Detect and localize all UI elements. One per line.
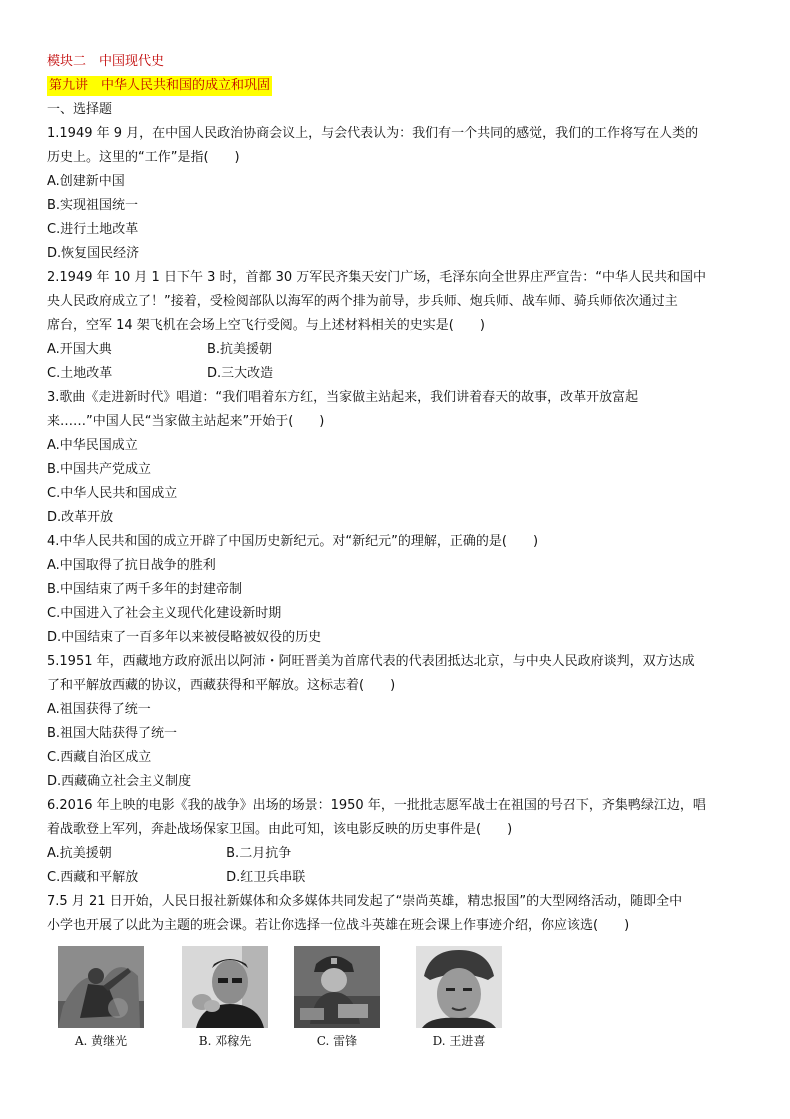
option-row: [47, 842, 747, 866]
option-c: C.进行土地改革: [47, 222, 139, 237]
photo-d: [416, 946, 502, 1028]
photo-a: [58, 946, 144, 1028]
question-stem-line: 5.1951 年，西藏地方政府派出以阿沛・阿旺晋美为首席代表的代表团抵达北京，与中央人民政府谈判，双方达成: [47, 654, 695, 669]
question-stem-line: 来……”中国人民“当家做主站起来”开始于( ): [47, 414, 325, 429]
question-stem-line: 3.歌曲《走进新时代》唱道：“我们唱着东方红，当家做主站起来，我们讲着春天的故事，改革开放富起: [47, 390, 639, 405]
question-stem-line: 1.1949 年 9 月，在中国人民政治协商会议上，与会代表认为：我们有一个共同的感觉，我们的工作将写在人类的: [47, 126, 699, 141]
caption-c: C. 雷锋: [316, 1034, 358, 1048]
question-3: [47, 386, 747, 530]
option-c: C.土地改革: [47, 366, 113, 381]
option-b: B.实现祖国统一: [47, 198, 139, 213]
question-stem-line: 席台，空军 14 架飞机在会场上空飞行受阅。与上述材料相关的史实是( ): [47, 318, 485, 333]
caption-d: D. 王进喜: [432, 1034, 486, 1048]
question-2: [47, 266, 747, 386]
question-stem-line: 6.2016 年上映的电影《我的战争》出场的场景：1950 年，一批批志愿军战士在祖国的号召下，齐集鸭绿江边，唱: [47, 798, 706, 813]
option-d: D.中国结束了一百多年以来被侵略被奴役的历史: [47, 630, 322, 645]
option-a: A.创建新中国: [47, 174, 125, 189]
option-d: D.恢复国民经济: [47, 246, 140, 261]
question-stem-line: 央人民政府成立了！”接着，受检阅部队以海军的两个排为前导，步兵师、炮兵师、战车师、骑兵师依次通过主: [47, 294, 678, 309]
question-6: [47, 794, 747, 890]
option-row: [47, 362, 747, 386]
option-a: A.祖国获得了统一: [47, 702, 151, 717]
option-b: B.抗美援朝: [207, 342, 273, 357]
question-stem-line: 2.1949 年 10 月 1 日下午 3 时，首都 30 万军民齐集天安门广场，毛泽东向全世界庄严宣告：“中华人民共和国中: [47, 270, 707, 285]
question-stem-line: 历史上。这里的“工作”是指( ): [47, 150, 240, 165]
option-row: [47, 866, 747, 890]
option-d: D.西藏确立社会主义制度: [47, 774, 192, 789]
question-4: [47, 530, 747, 650]
question-5: [47, 650, 747, 794]
option-c: C.西藏自治区成立: [47, 750, 152, 765]
option-b: B.二月抗争: [226, 846, 292, 861]
question-stem-line: 4.中华人民共和国的成立开辟了中国历史新纪元。对“新纪元”的理解，正确的是( ): [47, 534, 539, 549]
photo-c: [294, 946, 380, 1028]
module-title: 模块二 中国现代史: [47, 54, 165, 69]
option-a: A.开国大典: [47, 342, 112, 357]
question-7: [47, 890, 747, 938]
photo-b: [182, 946, 268, 1028]
question-stem-line: 7.5 月 21 日开始，人民日报社新媒体和众多媒体共同发起了“崇尚英雄，精忠报国”的大型网络活动，随即全中: [47, 894, 683, 909]
photo-options: [0, 946, 790, 1056]
option-d: D.三大改造: [207, 366, 274, 381]
option-row: [47, 338, 747, 362]
option-a: A.中国取得了抗日战争的胜利: [47, 558, 216, 573]
document-page: [47, 50, 747, 938]
option-a: A.抗美援朝: [47, 846, 112, 861]
lesson-title-row: [47, 74, 747, 98]
option-b: B.中国结束了两千多年的封建帝制: [47, 582, 243, 597]
section-heading: 一、选择题: [47, 102, 113, 117]
question-1: [47, 122, 747, 266]
option-c: C.中华人民共和国成立: [47, 486, 178, 501]
option-a: A.中华民国成立: [47, 438, 138, 453]
option-b: B.中国共产党成立: [47, 462, 152, 477]
caption-b: B. 邓稼先: [198, 1034, 252, 1048]
option-c: C.西藏和平解放: [47, 870, 139, 885]
question-stem-line: 了和平解放西藏的协议，西藏获得和平解放。这标志着( ): [47, 678, 396, 693]
question-stem-line: 着战歌登上军列，奔赴战场保家卫国。由此可知，该电影反映的历史事件是( ): [47, 822, 513, 837]
option-c: C.中国进入了社会主义现代化建设新时期: [47, 606, 282, 621]
option-d: D.改革开放: [47, 510, 114, 525]
option-b: B.祖国大陆获得了统一: [47, 726, 178, 741]
caption-a: A. 黄继光: [74, 1034, 128, 1048]
lesson-title: 第九讲 中华人民共和国的成立和巩固: [47, 76, 272, 96]
option-d: D.红卫兵串联: [226, 870, 306, 885]
question-stem-line: 小学也开展了以此为主题的班会课。若让你选择一位战斗英雄在班会课上作事迹介绍，你应该选( ): [47, 918, 630, 933]
